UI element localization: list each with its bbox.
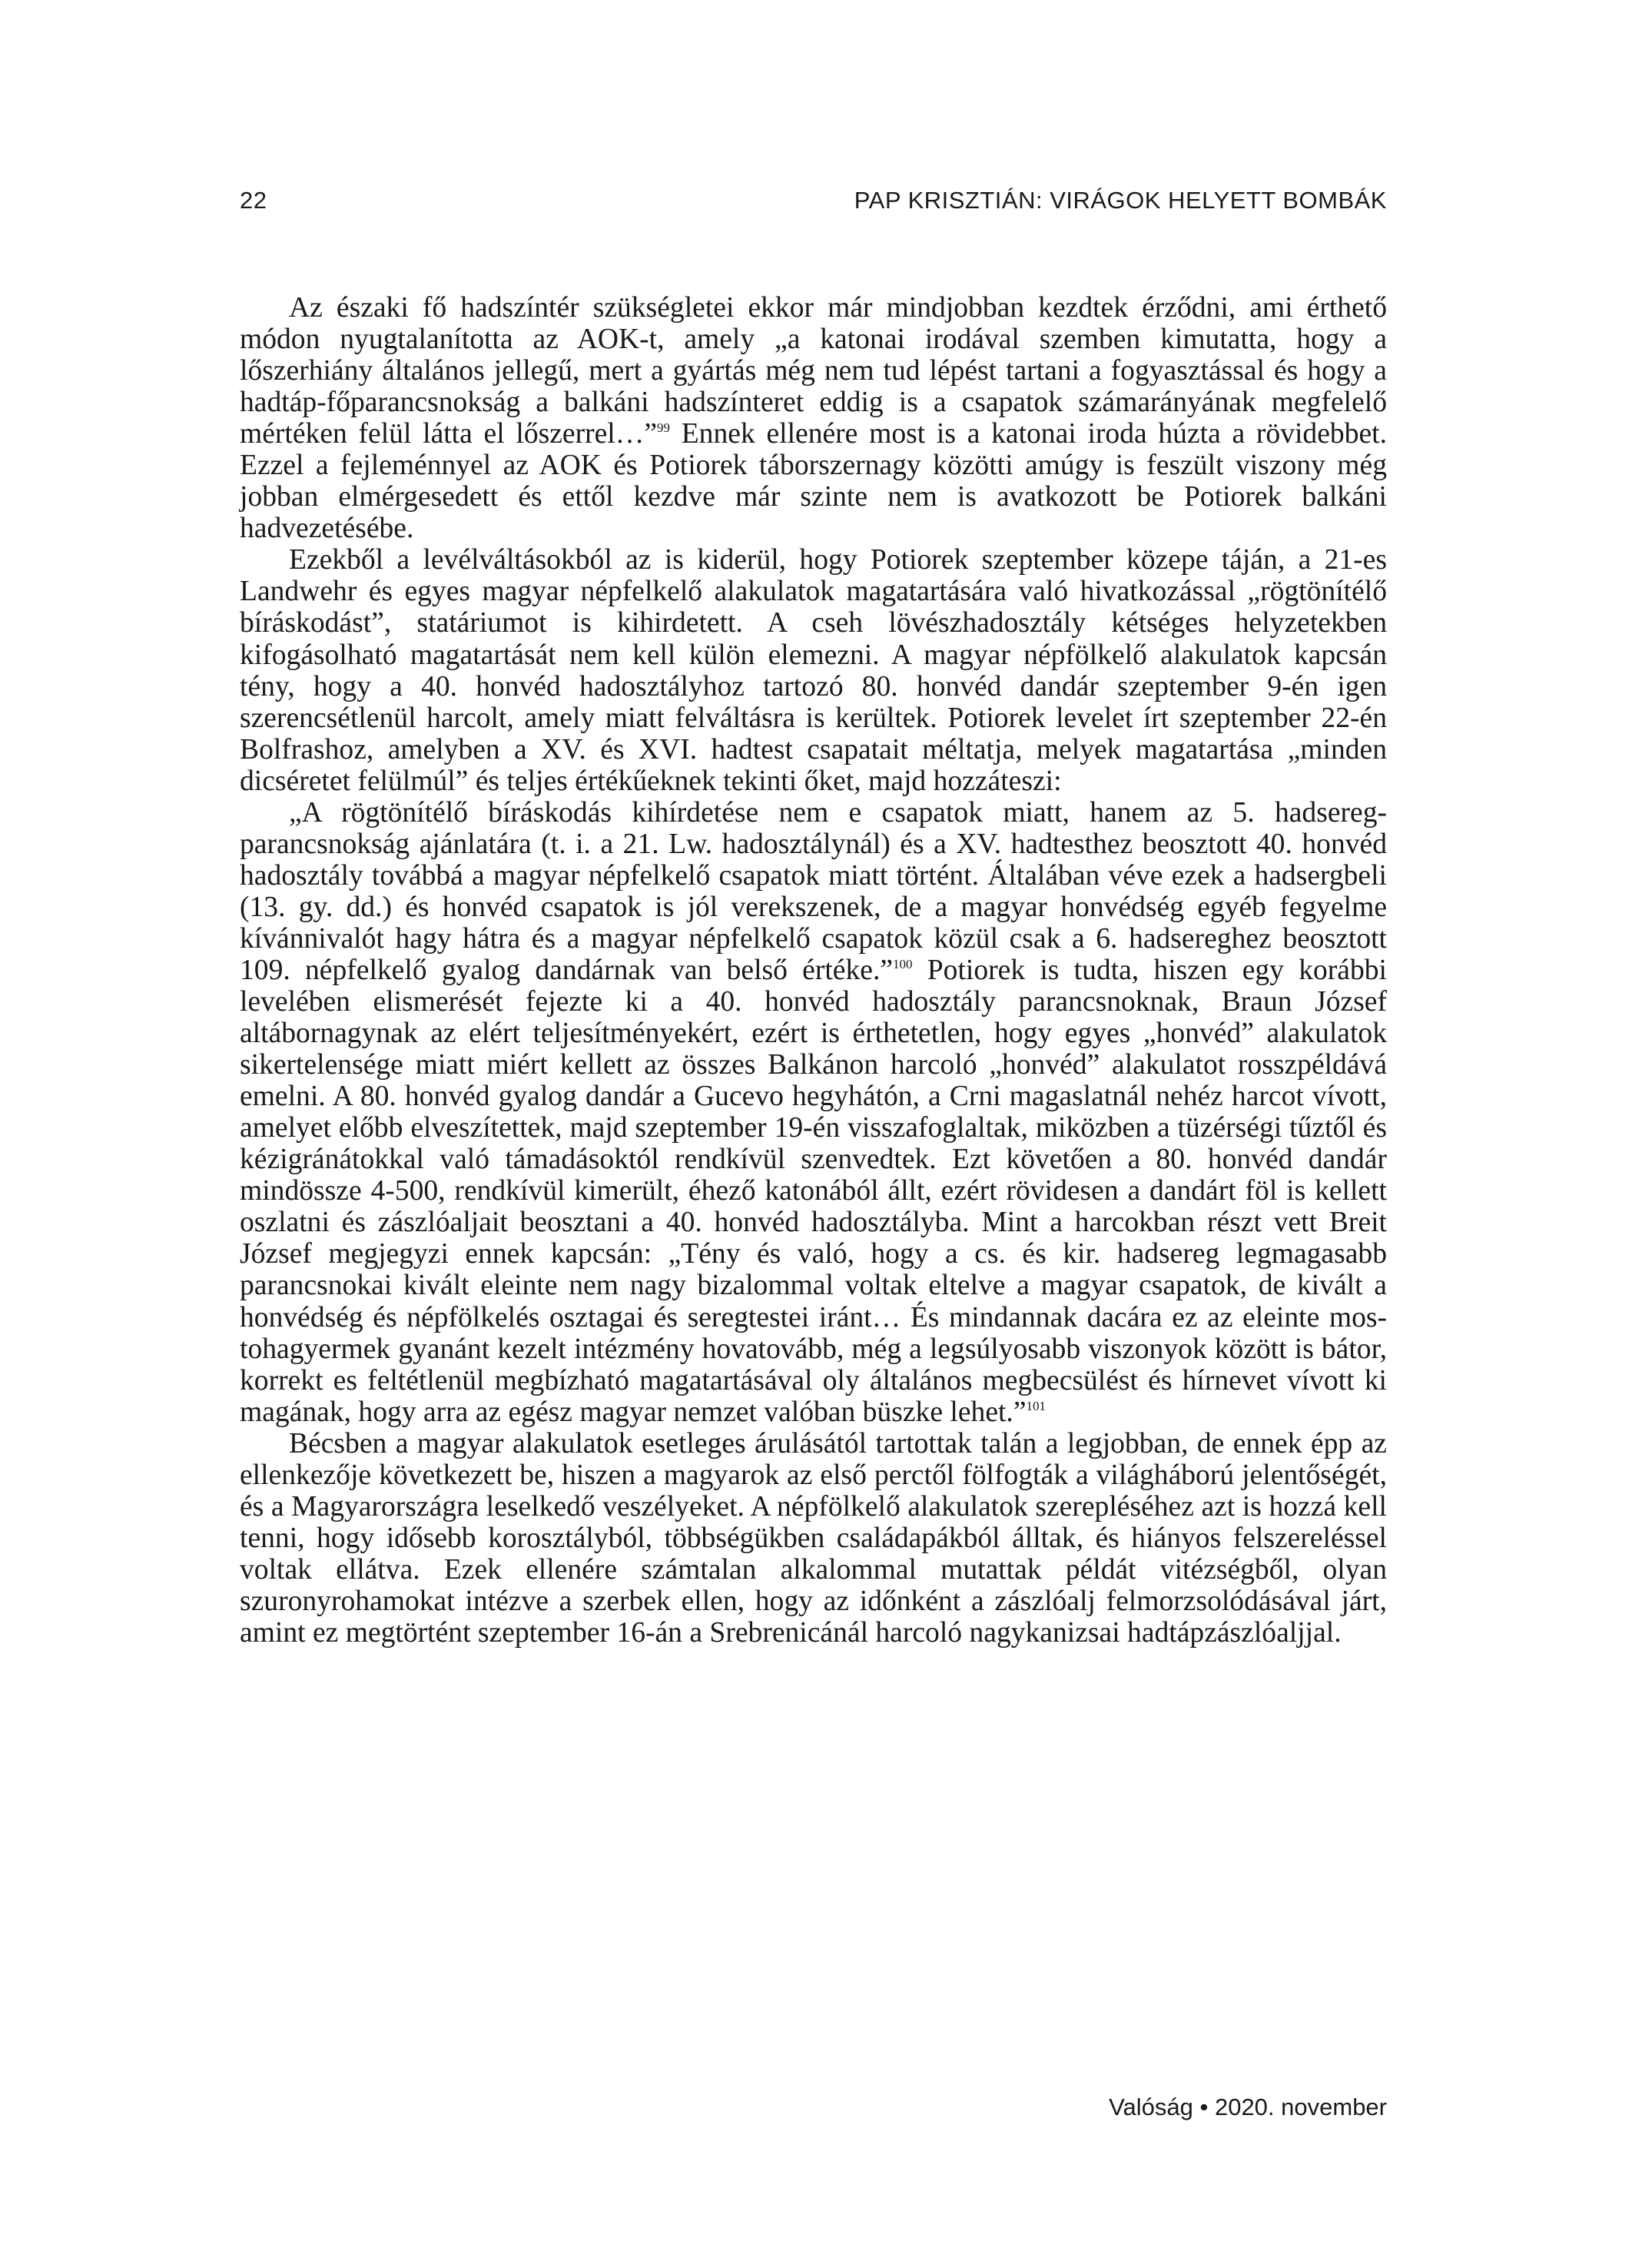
paragraph-2 <box>240 544 1387 796</box>
running-head <box>240 187 1387 218</box>
paragraph-1-text: Az északi fő hadszíntér szükségletei ekkor már mindjobban kezdtek érződni, ami érthető módon nyugtalanította az AOK-t, amely „a katonai irodával szemben kimutatta, hogy a lőszerhiány általános jellegű, mert a gyártás még nem tud lépést tartani a fogyasztással és hogy a hadtáp-főparancsnokság a balkáni hadszínteret eddig is a csapatok számarányának megfelelő mértéken felül látta el lőszerrel…” <box>240 292 1387 450</box>
paragraph-2-text: Ezekből a levélváltásokból az is kiderül, hogy Potiorek szeptember közepe táján, a 21-es Landwehr és egyes magyar népfelkelő alakulatok magatartására való hivatkozással „rögtönítélő bíráskodást”, statáriumot is kihirdetett. A cseh lövészhadosztály kétséges helyzetekben kifogásolható magatartását nem kell külön elemezni. A magyar népfölkelő alakulatok kapcsán tény, hogy a 40. honvéd hadosztályhoz tartozó 80. honvéd dandár szeptember 9-én igen szerencsétlenül harcolt, amely miatt felváltásra is kerültek. Potiorek levelet írt szeptember 22-én Bolfrashoz, amelyben a XV. és XVI. hadtest csapatait méltatja, melyek magatartása „minden dicséretet felülmúl” és teljes értékűeknek tekinti őket, majd hozzáteszi: <box>240 544 1387 797</box>
running-footer: Valóság • 2020. november <box>1109 2094 1387 2120</box>
paragraph-4 <box>240 1428 1387 1649</box>
footnote-ref-100: 100 <box>893 956 913 971</box>
paragraph-4-text: Bécsben a magyar alakulatok esetleges árulásától tartottak talán a legjobban, de ennek épp az ellenkezője következett be, hiszen a magyarok az első perctől fölfogták a világháború jelentőségét, és a Magyarországra leselkedő veszélyeket. A népfölkelő alakulatok szerepléséhez azt is hozzá kell tenni, hogy idősebb korosztályból, többségükben családapákból álltak, és hiányos felszereléssel voltak ellátva. Ezek ellenére számtalan alkalommal mutattak példát vitézségből, olyan szuronyrohamokat intézve a szerbek ellen, hogy az időnként a zászlóalj felmorzsolódásával járt, amint ez megtörtént szeptember 16-án a Srebrenicánál harcoló nagykanizsai hadtápzászlóaljjal. <box>240 1427 1387 1649</box>
footnote-ref-99: 99 <box>657 420 670 436</box>
paragraph-3-quote <box>240 797 1387 1428</box>
page-number: 22 <box>240 187 267 214</box>
article-body <box>240 292 1387 1649</box>
paragraph-3-text: „A rögtönítélő bíráskodás kihírdetése nem e csapatok miatt, hanem az 5. hadseregparancsnokság ajánlatára (t. i. a 21. Lw. hadosztálynál) és a XV. hadtesthez beosztott 40. honvéd hadosztály továbbá a magyar népfelkelő csapatok miatt történt. Általában véve ezek a hadsergbeli (13. gy. dd.) és honvéd csapatok is jól verekszenek, de a magyar honvédség egyéb fegyelme kívánnivalót hagy hátra és a magyar népfelkelő csapatok közül csak a 6. hadsereghez beosztott 109. népfelkelő gyalog dandárnak van belső értéke.” <box>240 796 1387 986</box>
paragraph-1-tail: Ennek ellenére most is a katonai iroda húzta a rövidebbet. Ezzel a fejleménnyel az AOK és Potiorek táborszernagy közötti amúgy is feszült viszony még jobban elmérgesedett és ettől kezdve már szinte nem is avatkozott be Potiorek balkáni hadvezetésébe. <box>240 418 1387 545</box>
paragraph-1 <box>240 292 1387 544</box>
paragraph-3-tail: Potiorek is tudta, hiszen egy korábbi levelében elismerését fejezte ki a 40. honvéd hadosztály parancsnoknak, Braun József altábornagynak az elért teljesítményekért, ezért is érthetetlen, hogy egyes „honvéd” alakulatok sikertelensége miatt miért kellett az összes Balkánon harcoló „honvéd” alakulatot rosszpéldává emelni. A 80. honvéd gyalog dandár a Gucevo hegyhátón, a Crni magaslatnál nehéz harcot vívott, amelyet előbb elveszítettek, majd szeptember 19-én visszafoglaltak, miközben a tüzérségi tűztől és kézigránátokkal való támadásoktól rendkívül szenvedtek. Ezt követően a 80. honvéd dandár mindössze 4-500, rendkívül kimerült, éhező katonából állt, ezért rövidesen a dandárt föl is kellett oszlatni és zászlóaljait beosztani a 40. honvéd hadosztályba. Mint a harcokban részt vett Breit József megjegyzi ennek kapcsán: „Tény és való, hogy a cs. és kir. hadsereg legmagasabb parancsnokai kivált eleinte nem nagy bizalommal voltak eltelve a magyar csapatok, de kivált a honvédség és népfölkelés osztagai és seregtestei iránt… És mindannak dacára ez az eleinte mostohagyermek gyanánt kezelt intézmény hovatovább, még a legsúlyosabb viszonyok között is bátor, korrekt es feltétlenül megbízható magatartásával oly általános megbecsülést és hírnevet vívott ki magának, hogy arra az egész magyar nemzet valóban büszke lehet.” <box>240 954 1387 1428</box>
running-title: PAP KRISZTIÁN: VIRÁGOK HELYETT BOMBÁK <box>854 187 1387 214</box>
footnote-ref-101: 101 <box>1026 1398 1047 1413</box>
